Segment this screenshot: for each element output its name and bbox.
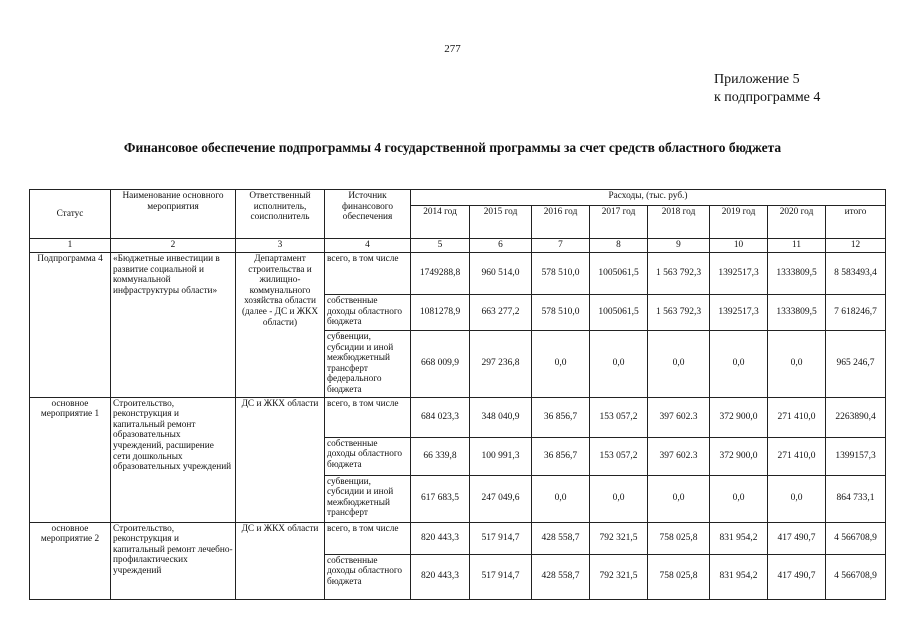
value-cell: 792 321,5 xyxy=(590,554,648,599)
value-cell: 1333809,5 xyxy=(768,253,826,295)
column-number: 10 xyxy=(710,239,768,253)
header-source: Источник финансового обеспечения xyxy=(325,190,411,239)
value-cell: 831 954,2 xyxy=(710,522,768,554)
value-cell: 820 443,3 xyxy=(411,522,470,554)
funding-source: всего, в том числе xyxy=(325,522,411,554)
value-cell: 617 683,5 xyxy=(411,475,470,522)
value-cell: 758 025,8 xyxy=(648,554,710,599)
value-cell: 348 040,9 xyxy=(470,397,532,437)
value-cell: 0,0 xyxy=(648,475,710,522)
value-cell: 1333809,5 xyxy=(768,295,826,331)
value-cell: 271 410,0 xyxy=(768,437,826,475)
value-cell: 372 900,0 xyxy=(710,437,768,475)
value-cell: 965 246,7 xyxy=(826,331,886,398)
value-cell: 0,0 xyxy=(768,475,826,522)
funding-source: собственные доходы областного бюджета xyxy=(325,437,411,475)
value-cell: 1392517,3 xyxy=(710,295,768,331)
value-cell: 517 914,7 xyxy=(470,554,532,599)
value-cell: 1 563 792,3 xyxy=(648,295,710,331)
funding-source: всего, в том числе xyxy=(325,397,411,437)
funding-source: всего, в том числе xyxy=(325,253,411,295)
value-cell: 66 339,8 xyxy=(411,437,470,475)
column-number: 3 xyxy=(236,239,325,253)
group-status: Подпрограмма 4 xyxy=(30,253,111,398)
group-name: «Бюджетные инвестиции в развитие социальной и коммунальной инфраструктуры области» xyxy=(111,253,236,398)
value-cell: 1399157,3 xyxy=(826,437,886,475)
value-cell: 36 856,7 xyxy=(532,437,590,475)
group-status: основное мероприятие 2 xyxy=(30,522,111,599)
header-year: 2018 год xyxy=(648,206,710,239)
value-cell: 100 991,3 xyxy=(470,437,532,475)
appendix-line-1: Приложение 5 xyxy=(714,72,800,87)
group-name: Строительство, реконструкция и капитальный ремонт лечебно-профилактических учреждений xyxy=(111,522,236,599)
header-name: Наименование основного мероприятия xyxy=(111,190,236,239)
table-row xyxy=(30,253,886,295)
value-cell: 153 057,2 xyxy=(590,397,648,437)
value-cell: 372 900,0 xyxy=(710,397,768,437)
column-number: 7 xyxy=(532,239,590,253)
header-year: 2015 год xyxy=(470,206,532,239)
value-cell: 820 443,3 xyxy=(411,554,470,599)
funding-source: собственные доходы областного бюджета xyxy=(325,554,411,599)
document-title: Финансовое обеспечение подпрограммы 4 государственной программы за счет средств областного бюджета xyxy=(123,140,782,155)
value-cell: 397 602.3 xyxy=(648,437,710,475)
value-cell: 4 566708,9 xyxy=(826,554,886,599)
header-year: 2020 год xyxy=(768,206,826,239)
value-cell: 297 236,8 xyxy=(470,331,532,398)
column-number: 11 xyxy=(768,239,826,253)
group-status: основное мероприятие 1 xyxy=(30,397,111,522)
value-cell: 663 277,2 xyxy=(470,295,532,331)
value-cell: 578 510,0 xyxy=(532,253,590,295)
value-cell: 1081278,9 xyxy=(411,295,470,331)
value-cell: 1 563 792,3 xyxy=(648,253,710,295)
header-responsible: Ответственный исполнитель, соисполнитель xyxy=(236,190,325,239)
value-cell: 758 025,8 xyxy=(648,522,710,554)
value-cell: 417 490,7 xyxy=(768,522,826,554)
group-responsible: ДС и ЖКХ области xyxy=(236,522,325,599)
header-expenses: Расходы, (тыс. руб.) xyxy=(411,190,886,206)
header-status: Статус xyxy=(30,190,111,239)
funding-source: субвенции, субсидии и иной межбюджетный трансферт xyxy=(325,475,411,522)
group-responsible: Департамент строительства и жилищно-коммунального хозяйства области (далее - ДС и ЖКХ области) xyxy=(236,253,325,398)
value-cell: 684 023,3 xyxy=(411,397,470,437)
column-number: 4 xyxy=(325,239,411,253)
financing-table xyxy=(29,189,886,600)
value-cell: 428 558,7 xyxy=(532,522,590,554)
value-cell: 417 490,7 xyxy=(768,554,826,599)
value-cell: 0,0 xyxy=(532,331,590,398)
value-cell: 0,0 xyxy=(648,331,710,398)
value-cell: 1749288,8 xyxy=(411,253,470,295)
appendix-label xyxy=(714,71,820,107)
group-responsible: ДС и ЖКХ области xyxy=(236,397,325,522)
column-number: 5 xyxy=(411,239,470,253)
value-cell: 831 954,2 xyxy=(710,554,768,599)
value-cell: 1005061,5 xyxy=(590,253,648,295)
value-cell: 271 410,0 xyxy=(768,397,826,437)
value-cell: 0,0 xyxy=(768,331,826,398)
header-year: итого xyxy=(826,206,886,239)
column-number: 12 xyxy=(826,239,886,253)
header-year: 2016 год xyxy=(532,206,590,239)
value-cell: 517 914,7 xyxy=(470,522,532,554)
appendix-line-2: к подпрограмме 4 xyxy=(714,90,821,105)
header-year: 2017 год xyxy=(590,206,648,239)
value-cell: 0,0 xyxy=(590,331,648,398)
value-cell: 578 510,0 xyxy=(532,295,590,331)
page-number: 277 xyxy=(444,43,461,55)
value-cell: 792 321,5 xyxy=(590,522,648,554)
funding-source: субвенции, субсидии и иной межбюджетный трансферт федерального бюджета xyxy=(325,331,411,398)
value-cell: 0,0 xyxy=(532,475,590,522)
column-number: 2 xyxy=(111,239,236,253)
value-cell: 8 583493,4 xyxy=(826,253,886,295)
value-cell: 1005061,5 xyxy=(590,295,648,331)
table-row xyxy=(30,397,886,437)
column-number: 6 xyxy=(470,239,532,253)
header-year: 2019 год xyxy=(710,206,768,239)
column-number: 9 xyxy=(648,239,710,253)
value-cell: 0,0 xyxy=(710,475,768,522)
value-cell: 960 514,0 xyxy=(470,253,532,295)
value-cell: 36 856,7 xyxy=(532,397,590,437)
value-cell: 2263890,4 xyxy=(826,397,886,437)
column-number: 8 xyxy=(590,239,648,253)
value-cell: 1392517,3 xyxy=(710,253,768,295)
header-year: 2014 год xyxy=(411,206,470,239)
group-name: Строительство, реконструкция и капитальный ремонт образовательных учреждений, расширение сети дошкольных образовательных учреждений xyxy=(111,397,236,522)
value-cell: 864 733,1 xyxy=(826,475,886,522)
value-cell: 4 566708,9 xyxy=(826,522,886,554)
value-cell: 668 009,9 xyxy=(411,331,470,398)
column-number: 1 xyxy=(30,239,111,253)
table-row xyxy=(30,522,886,554)
value-cell: 247 049,6 xyxy=(470,475,532,522)
value-cell: 153 057,2 xyxy=(590,437,648,475)
value-cell: 7 618246,7 xyxy=(826,295,886,331)
value-cell: 428 558,7 xyxy=(532,554,590,599)
value-cell: 397 602.3 xyxy=(648,397,710,437)
value-cell: 0,0 xyxy=(710,331,768,398)
funding-source: собственные доходы областного бюджета xyxy=(325,295,411,331)
value-cell: 0,0 xyxy=(590,475,648,522)
